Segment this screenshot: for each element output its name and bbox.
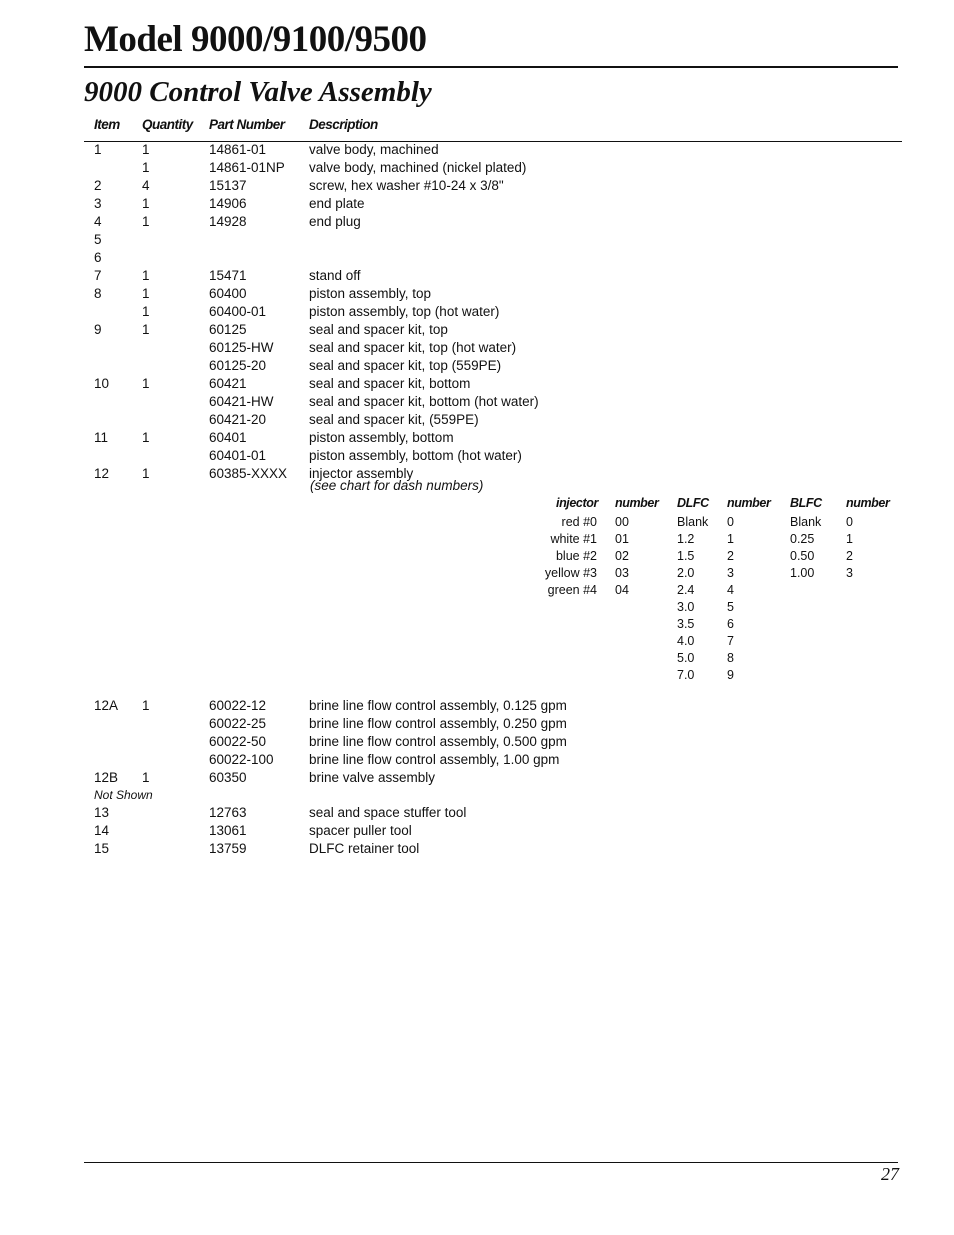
description-cell: seal and spacer kit, bottom (hot water) [309,394,539,409]
item-cell: 9 [94,322,102,337]
part-number-cell: 13061 [209,823,247,838]
part-number-cell: 14906 [209,196,247,211]
injector-number-header: number [615,496,659,510]
table-row [0,213,954,231]
table-row [0,840,954,858]
dlfc-number-header: number [727,496,771,510]
item-cell: 3 [94,196,102,211]
quantity-cell: 1 [142,142,150,157]
description-cell: end plate [309,196,365,211]
item-cell: 4 [94,214,102,229]
table-row [0,393,954,411]
quantity-cell: 1 [142,286,150,301]
description-cell: injector assembly [309,466,414,481]
injector-number: 04 [615,583,629,597]
injector-number: 00 [615,515,629,529]
table-row [0,697,954,715]
item-cell: 1 [94,142,102,157]
part-number-cell: 60125-HW [209,340,274,355]
description-cell: spacer puller tool [309,823,412,838]
dlfc-number: 5 [727,600,734,614]
table-row [0,769,954,787]
item-cell: 12B [94,770,119,785]
dlfc-number-column [727,514,734,684]
blfc-number-column [846,514,853,582]
description-cell: piston assembly, bottom (hot water) [309,448,522,463]
blfc-column [790,514,821,582]
table-row [0,822,954,840]
injector-number: 03 [615,566,629,580]
table-row [0,141,954,159]
table-row [0,411,954,429]
quantity-cell: 1 [142,770,150,785]
item-cell: 13 [94,805,110,820]
description-cell: brine line flow control assembly, 0.250 gpm [309,716,567,731]
part-number-cell: 12763 [209,805,247,820]
dlfc-value: 4.0 [677,634,695,648]
part-number-cell: 60125 [209,322,247,337]
item-cell: 10 [94,376,110,391]
item-cell: 8 [94,286,102,301]
part-number-cell: 60022-100 [209,752,274,767]
part-number-cell: 60022-25 [209,716,267,731]
blfc-value: 0.25 [790,532,815,546]
table-row [0,357,954,375]
table-row [0,159,954,177]
not-shown-label: Not Shown [94,788,153,802]
description-cell: seal and spacer kit, (559PE) [309,412,479,427]
item-cell: 5 [94,232,102,247]
part-number-cell: 14861-01NP [209,160,285,175]
injector-note: (see chart for dash numbers) [310,478,484,493]
description-cell: piston assembly, top [309,286,432,301]
description-cell: piston assembly, bottom [309,430,454,445]
description-cell: screw, hex washer #10-24 x 3/8" [309,178,504,193]
part-number-cell: 14861-01 [209,142,267,157]
table-row [0,429,954,447]
blfc-header: BLFC [790,496,822,510]
dlfc-value: 5.0 [677,651,695,665]
table-row [0,375,954,393]
dlfc-value: 1.2 [677,532,695,546]
part-number-cell: 60350 [209,770,247,785]
item-cell: 15 [94,841,110,856]
item-cell: 2 [94,178,102,193]
part-number-cell: 60022-50 [209,734,267,749]
part-number-cell: 60401 [209,430,247,445]
description-cell: end plug [309,214,361,229]
section-title: 9000 Control Valve Assembly [84,76,432,108]
quantity-cell: 1 [142,322,150,337]
description-cell: seal and spacer kit, top (559PE) [309,358,502,373]
injector-header: injector [556,496,598,510]
blfc-value: Blank [790,515,822,529]
table-row [0,249,954,267]
dlfc-value: 3.5 [677,617,695,631]
dlfc-value: 2.4 [677,583,695,597]
part-number-cell: 60022-12 [209,698,267,713]
title-rule [84,66,898,68]
blfc-number-header: number [846,496,890,510]
blfc-value: 1.00 [790,566,815,580]
description-cell: valve body, machined (nickel plated) [309,160,527,175]
part-number-cell: 60421-HW [209,394,274,409]
description-cell: seal and spacer kit, top (hot water) [309,340,517,355]
table-row [0,177,954,195]
column-header-part-number: Part Number [209,117,285,132]
dlfc-column [677,514,708,684]
item-cell: 14 [94,823,110,838]
dlfc-value: 1.5 [677,549,695,563]
quantity-cell: 1 [142,376,150,391]
injector-number: 01 [615,532,629,546]
part-number-cell: 60125-20 [209,358,267,373]
item-cell: 12 [94,466,110,481]
part-number-cell: 60421 [209,376,247,391]
parts-list [0,141,954,483]
part-number-cell: 15471 [209,268,247,283]
footer-rule [84,1162,898,1163]
table-row [0,751,954,769]
column-header-description: Description [309,117,378,132]
item-cell: 7 [94,268,102,283]
dlfc-number: 6 [727,617,734,631]
part-number-cell: 15137 [209,178,247,193]
quantity-cell: 1 [142,196,150,211]
dlfc-value: 3.0 [677,600,695,614]
dlfc-number: 9 [727,668,734,682]
table-row [0,339,954,357]
quantity-cell: 1 [142,214,150,229]
injector-number: 02 [615,549,629,563]
table-row [0,447,954,465]
column-header-quantity: Quantity [142,117,193,132]
injector-color: red #0 [561,515,597,529]
quantity-cell: 1 [142,466,150,481]
dlfc-number: 1 [727,532,734,546]
table-row [0,715,954,733]
dlfc-value: 2.0 [677,566,695,580]
description-cell: brine valve assembly [309,770,436,785]
dlfc-number: 4 [727,583,734,597]
item-cell: 6 [94,250,102,265]
description-cell: stand off [309,268,361,283]
dlfc-value: Blank [677,515,709,529]
injector-color: blue #2 [555,549,597,563]
description-cell: DLFC retainer tool [309,841,420,856]
tools-list [0,804,954,858]
description-cell: seal and spacer kit, top [309,322,448,337]
item-cell: 12A [94,698,119,713]
dlfc-number: 8 [727,651,734,665]
parts-list-continued [0,697,954,787]
injector-column [520,514,597,599]
table-row [0,321,954,339]
quantity-cell: 1 [142,160,150,175]
dlfc-number: 7 [727,634,734,648]
description-cell: brine line flow control assembly, 0.125 gpm [309,698,567,713]
dlfc-number: 3 [727,566,734,580]
dlfc-value: 7.0 [677,668,695,682]
table-row [0,267,954,285]
page-title: Model 9000/9100/9500 [84,19,427,60]
part-number-cell: 60421-20 [209,412,267,427]
quantity-cell: 4 [142,178,150,193]
dlfc-number: 0 [727,515,734,529]
part-number-cell: 60385-XXXX [209,466,288,481]
page-number: 27 [881,1164,899,1184]
item-cell: 11 [94,430,109,445]
description-cell: seal and space stuffer tool [309,805,467,820]
dlfc-number: 2 [727,549,734,563]
dlfc-header: DLFC [677,496,709,510]
column-header-item: Item [94,117,120,132]
blfc-number: 0 [846,515,853,529]
part-number-cell: 60401-01 [209,448,267,463]
table-row [0,195,954,213]
blfc-value: 0.50 [790,549,815,563]
quantity-cell: 1 [142,268,150,283]
table-row [0,733,954,751]
part-number-cell: 14928 [209,214,247,229]
blfc-number: 3 [846,566,853,580]
table-row [0,231,954,249]
injector-color: green #4 [547,583,597,597]
table-row [0,303,954,321]
injector-color: white #1 [550,532,597,546]
quantity-cell: 1 [142,430,150,445]
quantity-cell: 1 [142,304,150,319]
part-number-cell: 60400 [209,286,247,301]
description-cell: seal and spacer kit, bottom [309,376,471,391]
description-cell: valve body, machined [309,142,439,157]
quantity-cell: 1 [142,698,150,713]
part-number-cell: 13759 [209,841,247,856]
injector-color: yellow #3 [544,566,597,580]
description-cell: brine line flow control assembly, 0.500 gpm [309,734,567,749]
injector-number-column [615,514,629,599]
part-number-cell: 60400-01 [209,304,267,319]
description-cell: brine line flow control assembly, 1.00 gpm [309,752,560,767]
blfc-number: 2 [846,549,853,563]
table-row [0,804,954,822]
description-cell: piston assembly, top (hot water) [309,304,500,319]
blfc-number: 1 [846,532,853,546]
table-row [0,285,954,303]
